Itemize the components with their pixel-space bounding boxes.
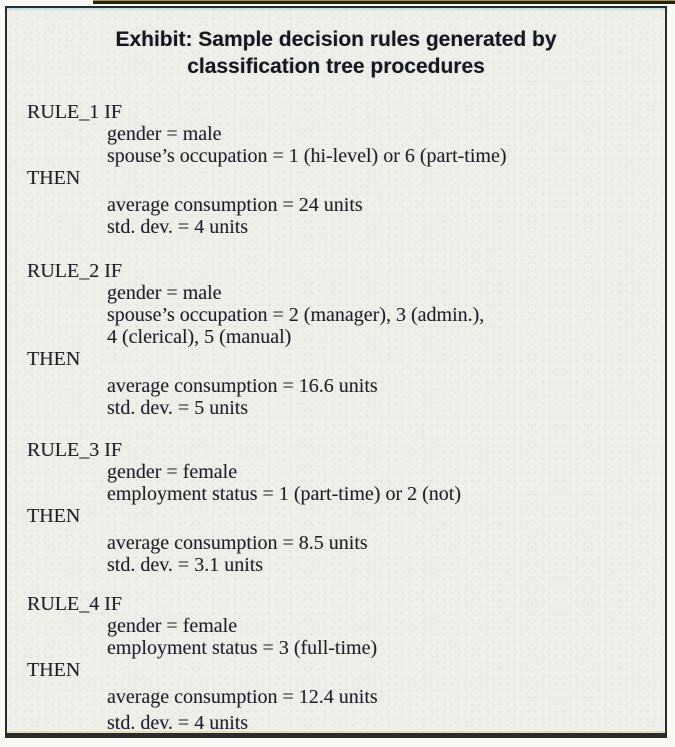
rule-result: average consumption = 8.5 units [107, 532, 368, 554]
rule-result: std. dev. = 4 units [107, 216, 249, 238]
rule-then-keyword: THEN [27, 505, 81, 527]
rule-result: average consumption = 12.4 units [107, 686, 378, 708]
rule-result: std. dev. = 4 units [107, 712, 249, 734]
rule-if-keyword: IF [104, 593, 123, 615]
rule-condition: 4 (clerical), 5 (manual) [107, 326, 292, 348]
rule-block-2 [7, 260, 665, 419]
exhibit-title-line-1: Exhibit: Sample decision rules generated by [115, 28, 557, 51]
rule-results [7, 686, 665, 734]
rule-if-keyword: IF [104, 439, 123, 461]
rule-condition: employment status = 1 (part-time) or 2 (not) [107, 483, 461, 505]
rule-results [7, 194, 665, 238]
rule-condition: spouse’s occupation = 1 (hi-level) or 6 (part-time) [107, 145, 507, 167]
rule-condition: gender = female [107, 615, 238, 637]
exhibit-title-line-2: classification tree procedures [187, 55, 485, 78]
rule-block-1 [7, 101, 665, 238]
rule-if-keyword: IF [104, 260, 123, 282]
rule-result: std. dev. = 3.1 units [107, 554, 264, 576]
rule-header [7, 593, 665, 615]
rule-condition: spouse’s occupation = 2 (manager), 3 (admin.), [107, 304, 485, 326]
rule-then-keyword: THEN [27, 659, 81, 681]
rule-condition: gender = female [107, 461, 238, 483]
rule-header [7, 260, 665, 282]
exhibit-box [5, 6, 667, 738]
rule-then-keyword: THEN [27, 167, 81, 189]
rule-condition: employment status = 3 (full-time) [107, 637, 378, 659]
rule-header [7, 439, 665, 461]
scan-edge-line [93, 0, 675, 4]
rule-header [7, 101, 665, 123]
rule-name: RULE_1 [27, 101, 100, 123]
rule-result: std. dev. = 5 units [107, 397, 249, 419]
exhibit-title [7, 8, 665, 80]
rule-result: average consumption = 16.6 units [107, 375, 378, 397]
rule-name: RULE_4 [27, 593, 100, 615]
rule-then-keyword: THEN [27, 348, 81, 370]
rule-block-4 [7, 593, 665, 734]
rule-block-3 [7, 439, 665, 576]
rule-results [7, 532, 665, 576]
rule-condition: gender = male [107, 282, 222, 304]
rule-condition: gender = male [107, 123, 222, 145]
rule-results [7, 375, 665, 419]
rule-name: RULE_3 [27, 439, 100, 461]
rule-name: RULE_2 [27, 260, 100, 282]
rule-result: average consumption = 24 units [107, 194, 363, 216]
rule-if-keyword: IF [104, 101, 123, 123]
